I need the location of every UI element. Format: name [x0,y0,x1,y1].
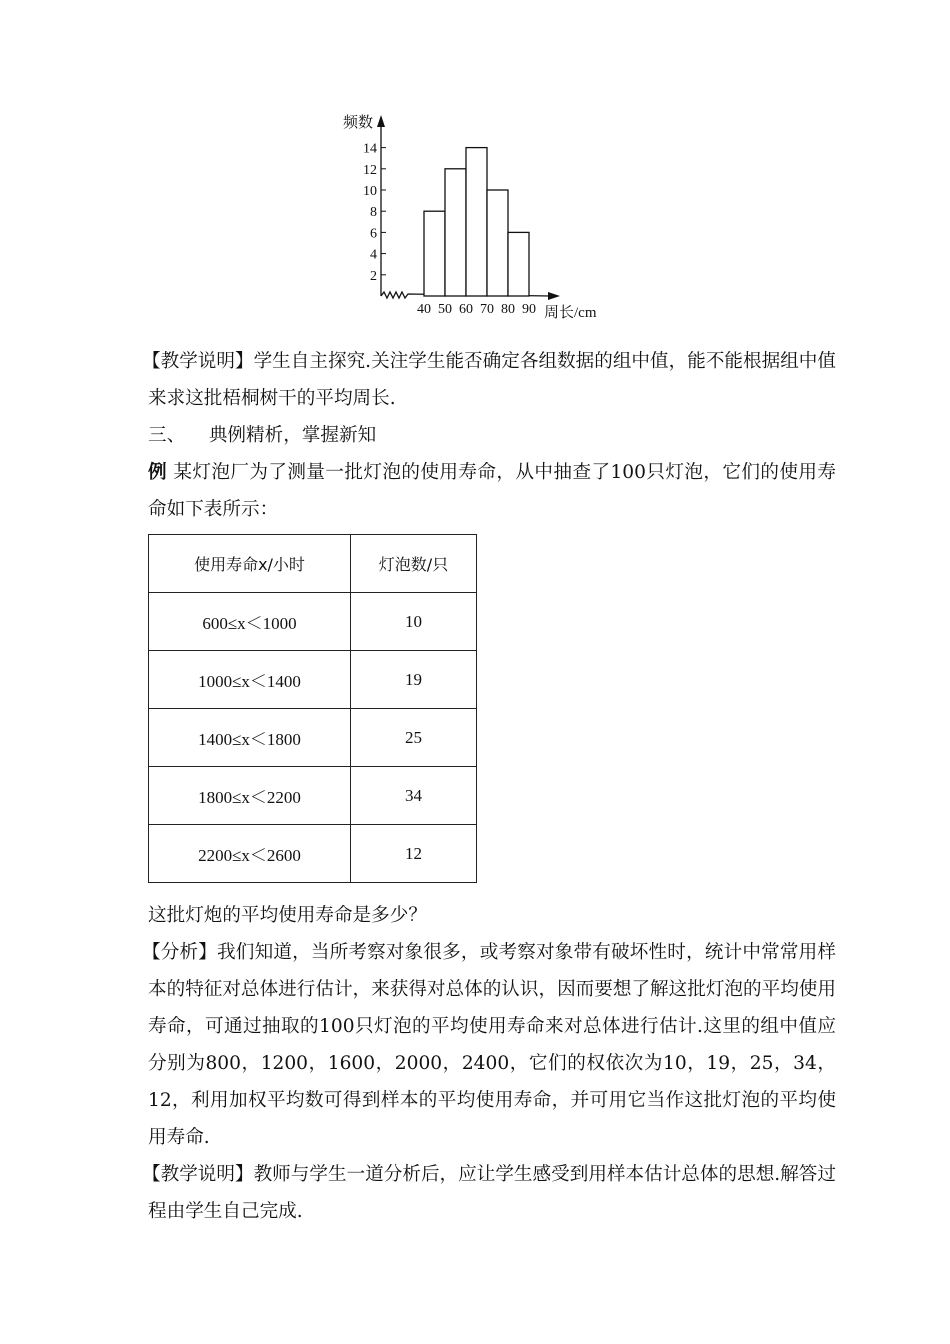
lifetime-range-cell: 2200≤x＜2600 [149,825,351,883]
lifetime-range-cell: 600≤x＜1000 [149,593,351,651]
table-header-cell: 灯泡数/只 [351,535,477,593]
y-tick-label: 14 [363,141,377,157]
section-heading-3: 三、 典例精析，掌握新知 [148,425,377,446]
table-row [149,767,477,825]
table-row [149,593,477,651]
table-row [149,825,477,883]
bulb-count-cell: 19 [351,651,477,709]
x-axis-arrow [548,292,560,300]
analysis-paragraph: 【分析】我们知道，当所考察对象很多，或考察对象带有破坏性时，统计中常常用样本的特征对总体进行估计，来获得对总体的认识，因而要想了解这批灯泡的平均使用寿命，可通过抽取的100只灯泡的平均使用寿命来对总体进行估计.这里的组中值应分别为800，1200，1600，2000，2400，它们的权依次为10，19，25，34，12，利用加权平均数可得到样本的平均使用寿命，并可用它当作这批灯泡的平均使用寿命. [142,942,836,1148]
y-tick-label: 6 [370,226,377,242]
x-tick-label: 40 [417,302,431,317]
histogram-bar [445,169,466,296]
y-axis-label: 频数 [342,115,373,131]
y-tick-label: 10 [363,184,377,199]
histogram-bar [466,148,487,296]
x-tick-label: 50 [438,302,452,317]
teaching-note-1: 【教学说明】学生自主探究.关注学生能否确定各组数据的组中值，能不能根据组中值来求这批梧桐树干的平均周长. [142,351,836,409]
histogram-bar [487,190,508,296]
y-tick-label: 12 [363,162,377,178]
frequency-histogram [330,105,620,325]
histogram-bar [508,232,529,296]
x-tick-label: 90 [522,302,536,317]
y-axis-arrow [377,115,385,127]
x-axis-label: 周长/cm [544,305,597,321]
lifetime-range-cell: 1000≤x＜1400 [149,651,351,709]
y-tick-label: 2 [370,268,377,284]
bulb-count-cell: 25 [351,709,477,767]
example-label: 例 [148,462,168,483]
table-header-cell: 使用寿命x/小时 [149,535,351,593]
y-tick-label: 8 [370,205,377,221]
example-paragraph [148,454,836,528]
document-body [142,343,836,1230]
lifetime-range-cell: 1400≤x＜1800 [149,709,351,767]
bulb-count-cell: 10 [351,593,477,651]
bulb-count-cell: 12 [351,825,477,883]
question: 这批灯炮的平均使用寿命是多少？ [148,905,427,926]
table-header-row [149,535,477,593]
example-text: 某灯泡厂为了测量一批灯泡的使用寿命，从中抽查了100只灯泡，它们的使用寿命如下表所示： [148,462,836,520]
teaching-note-2: 【教学说明】教师与学生一道分析后，应让学生感受到用样本估计总体的思想.解答过程由学生自己完成. [142,1164,836,1222]
table-row [149,709,477,767]
x-tick-label: 60 [459,302,473,317]
bulb-count-cell: 34 [351,767,477,825]
histogram-bar [424,211,445,296]
x-tick-label: 70 [480,302,494,317]
x-tick-label: 80 [501,302,515,317]
table-row [149,651,477,709]
lifetime-range-cell: 1800≤x＜2200 [149,767,351,825]
lifetime-table [148,534,477,883]
y-tick-label: 4 [370,247,377,263]
